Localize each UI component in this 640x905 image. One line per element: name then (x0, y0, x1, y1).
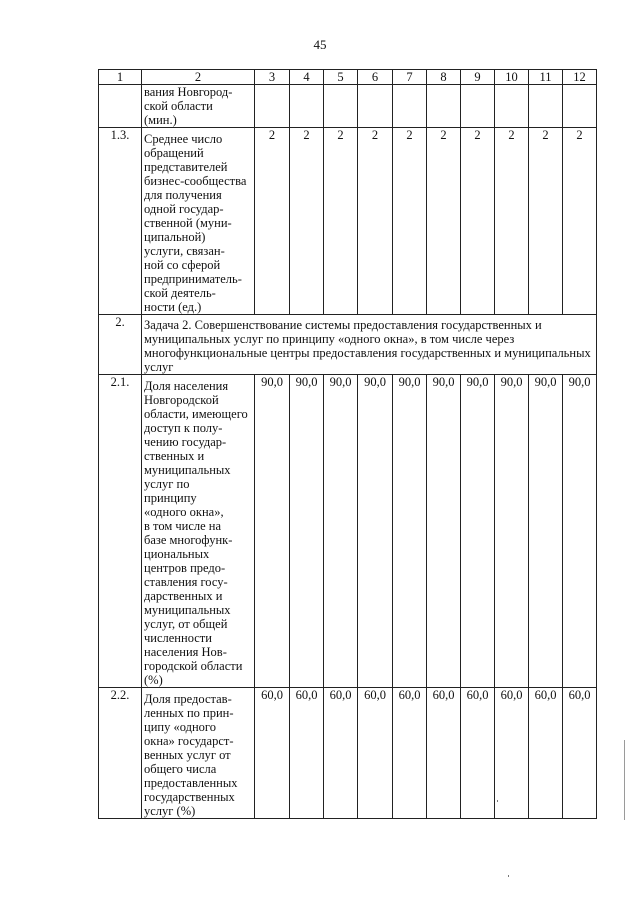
table-row (99, 375, 597, 688)
row-number: 2.1. (99, 375, 142, 688)
value-cell: 2 (324, 128, 358, 315)
row-number (99, 85, 142, 128)
value-cell: 2 (358, 128, 393, 315)
value-cell: 2 (563, 128, 597, 315)
value-cell: 90,0 (495, 375, 529, 688)
header-cell: 4 (290, 70, 324, 85)
value-cell: 60,0 (529, 688, 563, 819)
row-number: 2. (99, 315, 142, 375)
value-cell: 60,0 (290, 688, 324, 819)
table-row (99, 688, 597, 819)
scan-edge-mark (624, 740, 625, 820)
scan-speck (508, 875, 509, 877)
table-row (99, 85, 597, 128)
header-cell: 9 (461, 70, 495, 85)
value-cell (393, 85, 427, 128)
table-row (99, 128, 597, 315)
value-cell: 90,0 (358, 375, 393, 688)
value-cell: 60,0 (461, 688, 495, 819)
header-cell: 3 (255, 70, 290, 85)
value-cell: 90,0 (255, 375, 290, 688)
value-cell: 60,0 (358, 688, 393, 819)
value-cell: 90,0 (461, 375, 495, 688)
value-cell (255, 85, 290, 128)
value-cell: 60,0 (255, 688, 290, 819)
scan-speck (497, 800, 498, 802)
page-number: 45 (313, 37, 327, 52)
value-cell: 60,0 (495, 688, 529, 819)
value-cell (324, 85, 358, 128)
value-cell: 90,0 (324, 375, 358, 688)
value-cell: 2 (427, 128, 461, 315)
indicator-table (98, 69, 597, 819)
header-cell: 7 (393, 70, 427, 85)
header-cell: 10 (495, 70, 529, 85)
value-cell: 2 (393, 128, 427, 315)
header-cell: 12 (563, 70, 597, 85)
value-cell: 90,0 (393, 375, 427, 688)
header-cell: 5 (324, 70, 358, 85)
header-cell: 11 (529, 70, 563, 85)
value-cell: 60,0 (393, 688, 427, 819)
value-cell: 90,0 (290, 375, 324, 688)
value-cell: 2 (290, 128, 324, 315)
header-cell: 2 (142, 70, 255, 85)
header-row (99, 70, 597, 85)
task-row (99, 315, 597, 375)
value-cell: 60,0 (427, 688, 461, 819)
value-cell (495, 85, 529, 128)
row-number: 2.2. (99, 688, 142, 819)
indicator-description: Среднее число обращений представителей бизнес-сообщества для получения одной государ- ственной (муни- ципальной) услуги, связан- ной со сферой предприниматель- ской деятель- ности (ед.) (142, 128, 255, 315)
value-cell: 60,0 (563, 688, 597, 819)
value-cell (563, 85, 597, 128)
value-cell: 2 (529, 128, 563, 315)
value-cell (290, 85, 324, 128)
indicator-description: вания Новгород- ской области (мин.) (142, 85, 255, 128)
value-cell (461, 85, 495, 128)
indicator-description: Доля населения Новгородской области, имеющего доступ к полу- чению государ- ственных и муниципальных услуг по принципу «одного окна», в том числе на базе многофунк- циональных центров предо- ставления госу- дарственных и муниципальных услуг, от общей численности населения Нов- городской области (%) (142, 375, 255, 688)
value-cell: 60,0 (324, 688, 358, 819)
header-cell: 8 (427, 70, 461, 85)
header-cell: 6 (358, 70, 393, 85)
value-cell: 2 (255, 128, 290, 315)
value-cell (427, 85, 461, 128)
header-cell: 1 (99, 70, 142, 85)
value-cell (358, 85, 393, 128)
value-cell: 90,0 (529, 375, 563, 688)
value-cell: 2 (461, 128, 495, 315)
value-cell: 90,0 (563, 375, 597, 688)
task-text: Задача 2. Совершенствование системы предоставления государственных и муниципальных услуг по принципу «одного окна», в том числе через многофункциональные центры предоставления государственных и муниципальных услуг (142, 315, 597, 375)
value-cell: 2 (495, 128, 529, 315)
indicator-description: Доля предостав- ленных по прин- ципу «одного окна» государст- венных услуг от общего числа предоставленных государственных услуг (%) (142, 688, 255, 819)
value-cell: 90,0 (427, 375, 461, 688)
table-body (99, 70, 597, 819)
row-number: 1.3. (99, 128, 142, 315)
value-cell (529, 85, 563, 128)
